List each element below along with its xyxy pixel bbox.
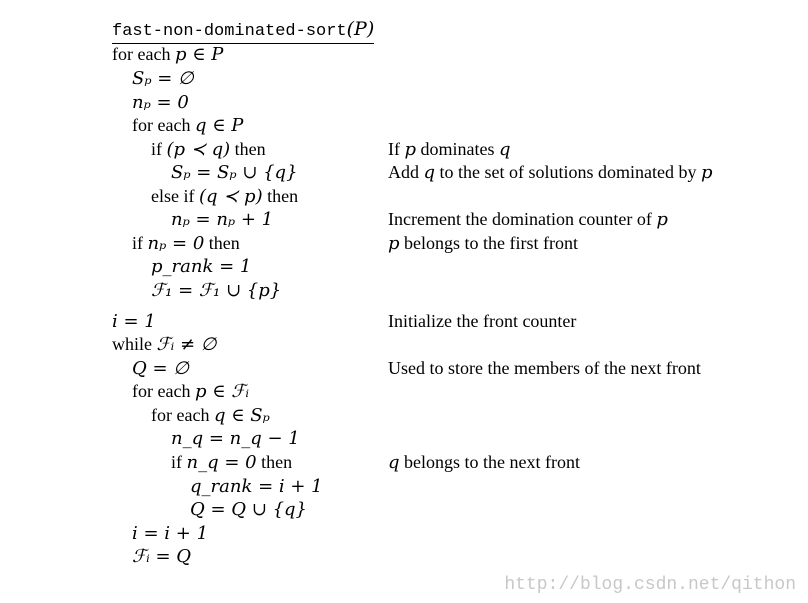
code-line	[132, 521, 208, 546]
code-keyword: if	[171, 452, 187, 472]
code-math: i = 1	[112, 311, 156, 332]
code-keyword: for each	[112, 44, 175, 64]
code-comment: Used to store the members of the next front	[388, 358, 701, 378]
code-keyword: for each	[151, 405, 214, 425]
code-math: p_rank = 1	[151, 256, 252, 277]
code-line	[171, 426, 300, 451]
code-math: (q ≺ p)	[198, 186, 263, 207]
code-line	[171, 160, 298, 185]
function-argument: (P)	[346, 18, 375, 40]
code-math: Q = Q ∪ {q}	[190, 499, 307, 520]
code-line	[132, 66, 194, 91]
code-line	[151, 403, 270, 428]
code-keyword: then	[230, 139, 266, 159]
code-keyword: if	[132, 233, 148, 253]
code-line	[190, 497, 307, 522]
code-math: Sₚ = ∅	[132, 68, 194, 89]
code-line	[151, 254, 251, 279]
code-math: i = i + 1	[132, 523, 209, 544]
code-keyword: then	[256, 452, 293, 472]
code-line	[112, 42, 223, 67]
code-keyword: if	[151, 139, 167, 159]
code-line	[132, 379, 249, 404]
code-math: n_q = n_q − 1	[171, 428, 300, 449]
code-comment: If p dominates q	[388, 139, 511, 160]
code-comment: q belongs to the next front	[388, 452, 580, 473]
code-line	[112, 309, 156, 334]
code-math: n_q = 0	[186, 452, 257, 473]
code-comment: Add q to the set of solutions dominated by p	[388, 162, 713, 183]
code-math: q ∈ P	[194, 115, 244, 136]
code-line	[112, 332, 216, 357]
code-math: (p ≺ q)	[166, 139, 231, 160]
code-line	[132, 544, 191, 569]
code-line	[171, 450, 292, 475]
code-math: ℱᵢ ≠ ∅	[156, 334, 217, 355]
code-line	[171, 207, 273, 232]
code-line	[132, 113, 243, 138]
code-math: nₚ = nₚ + 1	[171, 209, 274, 230]
code-line	[132, 90, 189, 115]
code-line	[151, 137, 266, 162]
code-math: p ∈ P	[174, 44, 224, 65]
code-line	[132, 356, 189, 381]
code-line	[151, 184, 298, 209]
code-keyword: then	[262, 186, 299, 206]
code-keyword: while	[112, 334, 157, 354]
code-math: ℱᵢ = Q	[132, 546, 192, 567]
code-keyword: else if	[151, 186, 199, 206]
code-math: Q = ∅	[132, 358, 189, 379]
code-math: nₚ = 0	[147, 233, 205, 254]
code-comment: Increment the domination counter of p	[388, 209, 668, 230]
code-line	[190, 474, 323, 499]
code-math: Sₚ = Sₚ ∪ {q}	[171, 162, 298, 183]
code-comment: p belongs to the first front	[388, 233, 579, 254]
code-math: nₚ = 0	[132, 92, 189, 113]
function-name: fast-non-dominated-sort	[112, 22, 347, 41]
code-math: ℱ₁ = ℱ₁ ∪ {p}	[151, 280, 282, 301]
code-math: p ∈ ℱᵢ	[194, 381, 250, 402]
algorithm-title	[112, 18, 374, 44]
code-line	[151, 278, 281, 303]
code-keyword: then	[204, 233, 240, 253]
code-line	[132, 231, 240, 256]
code-comment: Initialize the front counter	[388, 311, 577, 331]
code-keyword: for each	[132, 381, 195, 401]
watermark-url: http://blog.csdn.net/qithon	[504, 575, 796, 595]
code-keyword: for each	[132, 115, 195, 135]
code-math: q ∈ Sₚ	[213, 405, 270, 426]
code-math: q_rank = i + 1	[190, 476, 323, 497]
